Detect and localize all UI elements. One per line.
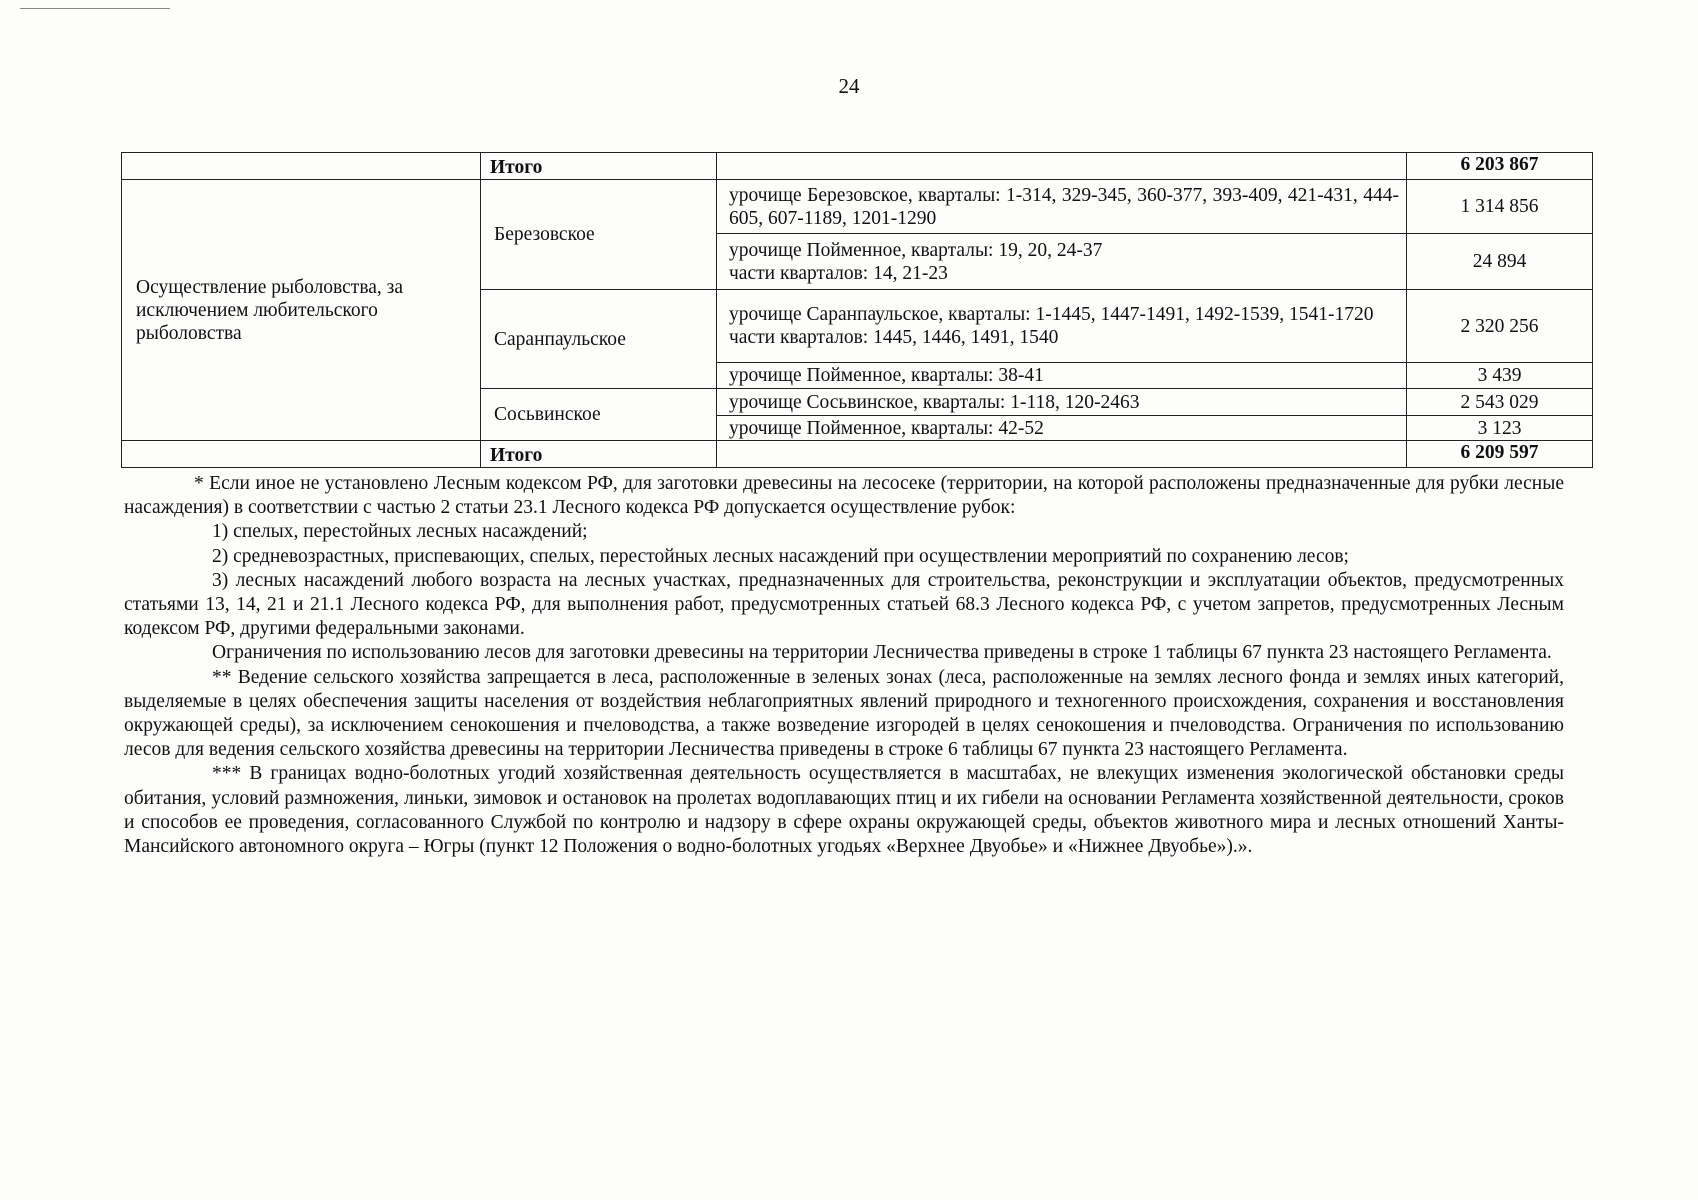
- location-cell: [717, 290, 1407, 363]
- forestry-name-cell: Березовское: [481, 180, 717, 290]
- table-cell: [717, 153, 1407, 180]
- table-cell: [122, 153, 481, 180]
- footnote-list-item: 1) спелых, перестойных лесных насаждений;: [212, 521, 588, 543]
- footnote-paragraph: Ограничения по использованию лесов для заготовки древесины на территории Лесничества приведены в строке 1 таблицы 67 пункта 23 настоящего Регламента.: [212, 642, 1552, 664]
- footnote-paragraph: * Если иное не установлено Лесным кодексом РФ, для заготовки древесины на лесосеке (территории, на которой расположены предназначенные для рубки лесные насаждения) в соответствии с частью 2 статьи 23.1 Лесного кодекса РФ допускается осуществление рубок:: [124, 473, 1564, 519]
- total-value-cell: 6 209 597: [1407, 441, 1593, 468]
- area-value-cell: 2 320 256: [1407, 290, 1593, 363]
- location-cell: урочище Березовское, кварталы: 1-314, 329-345, 360-377, 393-409, 421-431, 444-605, 607-1189, 1201-1290: [717, 180, 1407, 234]
- total-value-cell: 6 203 867: [1407, 153, 1593, 180]
- table-row: [122, 153, 1593, 180]
- footnote-paragraph: *** В границах водно-болотных угодий хозяйственная деятельность осуществляется в масштабах, не влекущих изменения экологической обстановки среды обитания, условий размножения, линьки, зимовок и остановок на пролетах водоплавающих птиц и их гибели на основании Регламента хозяйственной деятельности, сроков и способов ее проведения, согласованного Службой по контролю и надзору в сфере охраны окружающей среды, объектов животного мира и лесных отношений Ханты-Мансийского автономного округа – Югры (пункт 12 Положения о водно-болотных угодьях «Верхнее Двуобье» и «Нижнее Двуобье»).».: [124, 763, 1564, 858]
- location-cell: [717, 234, 1407, 290]
- location-cell: урочище Пойменное, кварталы: 42-52: [717, 416, 1407, 441]
- footnote-list-item: 2) средневозрастных, приспевающих, спелых, перестойных лесных насаждений при осуществлении мероприятий по сохранению лесов;: [212, 545, 1349, 567]
- footnote-paragraph: ** Ведение сельского хозяйства запрещается в леса, расположенные в зеленых зонах (леса, расположенные на землях лесного фонда и землях иных категорий, выделяемые в целях обеспечения защиты населения от воздействия неблагоприятных явлений природного и техногенного происхождения, сохранения и восстановления окружающей среды), за исключением сенокошения и пчеловодства, а также возведение изгородей в целях сенокошения и пчеловодства. Ограничения по использованию лесов для ведения сельского хозяйства древесины на территории Лесничества приведены в строке 6 таблицы 67 пункта 23 настоящего Регламента.: [124, 666, 1564, 761]
- location-line: части кварталов: 14, 21-23: [729, 262, 948, 284]
- table-row: [122, 441, 1593, 468]
- area-value-cell: 1 314 856: [1407, 180, 1593, 234]
- total-label-cell: Итого: [481, 441, 717, 468]
- page-number: 24: [838, 74, 860, 98]
- table-row: [122, 180, 1593, 234]
- location-line: части кварталов: 1445, 1446, 1491, 1540: [729, 327, 1059, 348]
- area-value-cell: 24 894: [1407, 234, 1593, 290]
- scan-edge-line: [20, 8, 170, 9]
- area-value-cell: 3 123: [1407, 416, 1593, 441]
- area-value-cell: 2 543 029: [1407, 389, 1593, 416]
- location-line: урочище Саранпаульское, кварталы: 1-1445, 1447-1491, 1492-1539, 1541-1720: [729, 304, 1374, 325]
- footnotes: [124, 472, 1564, 859]
- location-cell: урочище Сосьвинское, кварталы: 1-118, 120-2463: [717, 389, 1407, 416]
- location-cell: урочище Пойменное, кварталы: 38-41: [717, 363, 1407, 389]
- table-cell: [122, 441, 481, 468]
- forestry-name-cell: Сосьвинское: [481, 389, 717, 441]
- activity-cell: Осуществление рыболовства, за исключением любительского рыболовства: [122, 180, 481, 441]
- area-value-cell: 3 439: [1407, 363, 1593, 389]
- total-label-cell: Итого: [481, 153, 717, 180]
- forestry-name-cell: Саранпаульское: [481, 290, 717, 389]
- forest-use-table: [121, 152, 1593, 468]
- footnote-list-item: 3) лесных насаждений любого возраста на лесных участках, предназначенных для строительства, реконструкции и эксплуатации объектов, предусмотренных статьями 13, 14, 21 и 21.1 Лесного кодекса РФ, для выполнения работ, предусмотренных статьей 68.3 Лесного кодекса РФ, с учетом запретов, предусмотренных Лесным кодексом РФ, другими федеральными законами.: [124, 569, 1564, 640]
- location-line: урочище Пойменное, кварталы: 19, 20, 24-37: [729, 239, 1103, 261]
- table-cell: [717, 441, 1407, 468]
